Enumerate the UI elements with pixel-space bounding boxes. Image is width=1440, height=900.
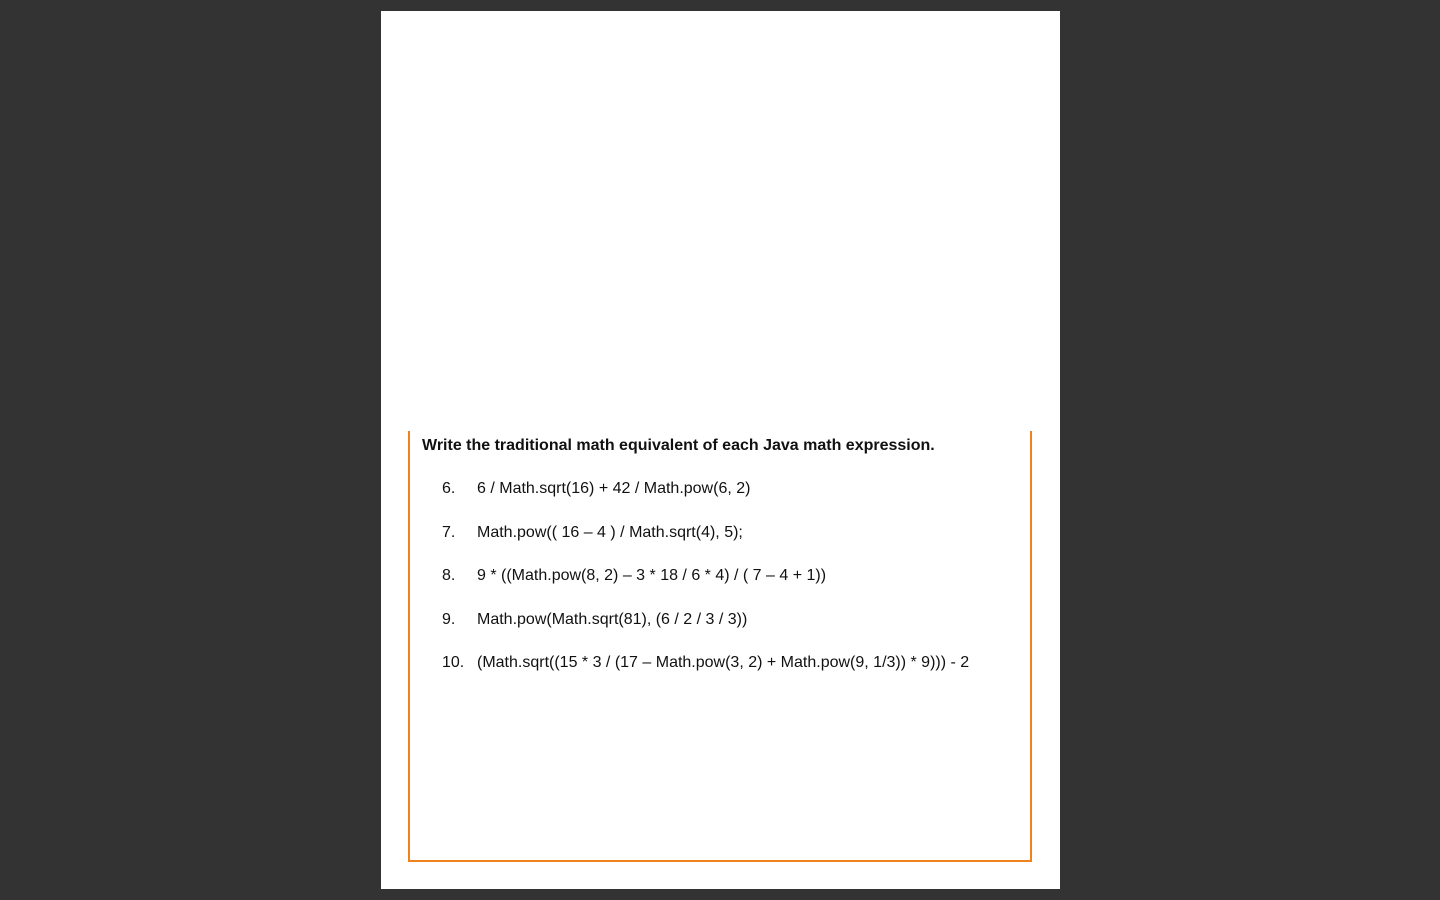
list-item (442, 567, 969, 611)
expression-list (442, 480, 969, 698)
list-item (442, 524, 969, 568)
list-item (442, 611, 969, 655)
question-box (408, 431, 1032, 862)
item-number: 7. (442, 523, 456, 541)
item-expression: 6 / Math.sqrt(16) + 42 / Math.pow(6, 2) (477, 480, 751, 497)
item-expression: Math.pow(Math.sqrt(81), (6 / 2 / 3 / 3)) (477, 610, 748, 628)
list-item (442, 654, 969, 698)
item-expression: Math.pow(( 16 – 4 ) / Math.sqrt(4), 5); (477, 523, 743, 541)
item-expression: 9 * ((Math.pow(8, 2) – 3 * 18 / 6 * 4) / ( 7 – 4 + 1)) (477, 567, 827, 584)
item-expression: (Math.sqrt((15 * 3 / (17 – Math.pow(3, 2) + Math.pow(9, 1/3)) * 9))) - 2 (477, 654, 970, 671)
instructions-heading: Write the traditional math equivalent of each Java math expression. (422, 437, 935, 454)
list-item (442, 480, 969, 524)
item-number: 9. (442, 610, 456, 628)
item-number: 6. (442, 480, 456, 497)
item-number: 8. (442, 567, 456, 584)
item-number: 10. (442, 654, 465, 671)
document-page (381, 11, 1060, 889)
